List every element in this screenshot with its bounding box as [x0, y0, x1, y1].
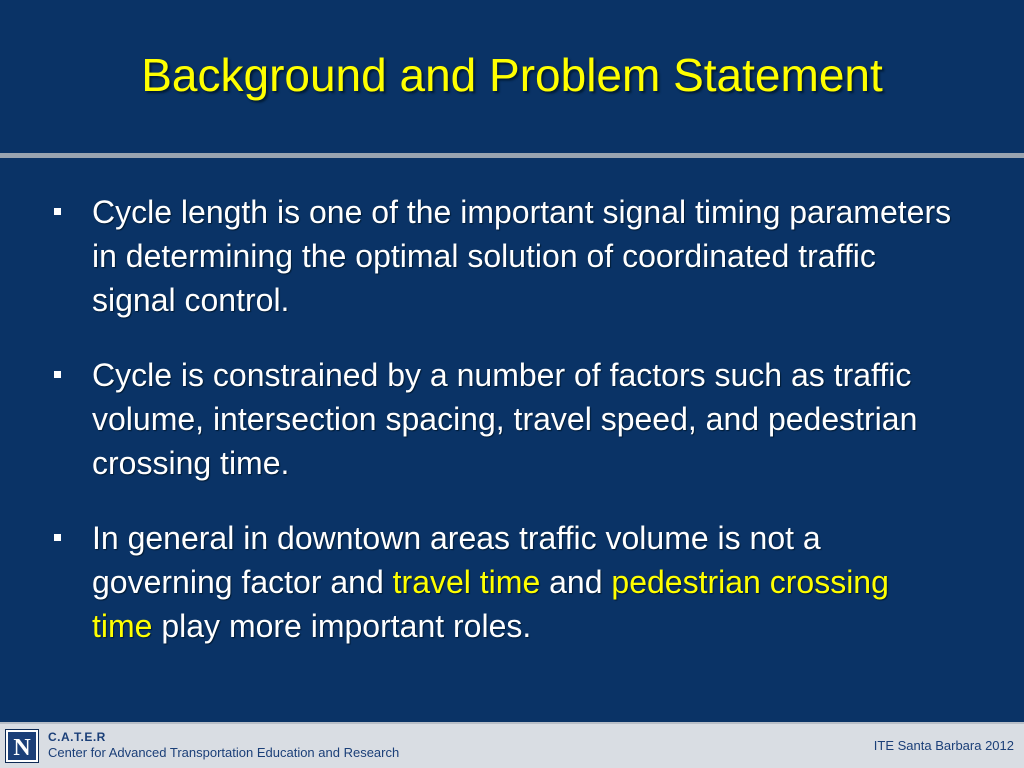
logo-letter: N: [6, 730, 38, 762]
org-full-name: Center for Advanced Transportation Education and Research: [48, 745, 400, 760]
bullet-text: [92, 194, 951, 318]
event-label: ITE Santa Barbara 2012: [873, 738, 1014, 753]
highlighted-phrase: travel time: [392, 564, 541, 600]
university-logo-icon: [5, 729, 39, 763]
square-bullet-icon: [54, 208, 61, 215]
highlighted-phrase: pedestrian crossing time: [92, 564, 889, 644]
bullet-text: [92, 357, 917, 481]
bullet-segment: In general in downtown areas traffic volume is not a governing factor and: [92, 520, 821, 600]
title-divider: [0, 153, 1024, 158]
square-bullet-icon: [54, 534, 61, 541]
bullet-text: [92, 520, 889, 644]
bullet-segment: Cycle is constrained by a number of factors such as traffic volume, intersection spacing, travel speed, and pedestrian crossing time.: [92, 357, 918, 481]
bullet-segment: play more important roles.: [152, 608, 532, 644]
bullet-segment: and: [540, 564, 612, 600]
bullet-item: [52, 190, 952, 322]
bullet-item: [52, 516, 952, 648]
footer-bar: [0, 722, 1024, 768]
slide-title: Background and Problem Statement: [141, 49, 883, 101]
bullet-item: [52, 353, 952, 485]
org-abbreviation: C.A.T.E.R: [48, 730, 106, 744]
square-bullet-icon: [54, 371, 61, 378]
bullet-segment: Cycle length is one of the important signal timing parameters in determining the optimal solution of coordinated traffic signal control.: [92, 194, 952, 318]
bullet-list: [52, 190, 952, 679]
